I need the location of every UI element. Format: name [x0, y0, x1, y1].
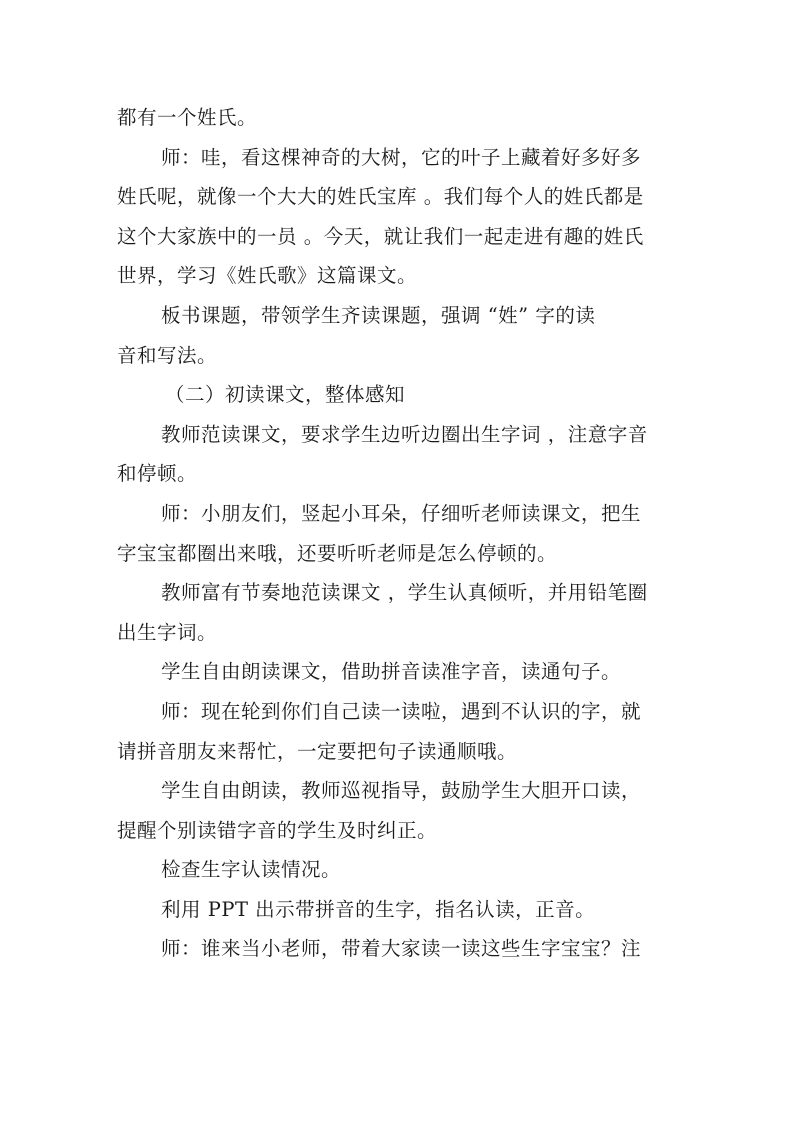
text-line: 学生自由朗读课文，借助拼音读准字音，读通句子。	[161, 660, 622, 684]
document-body	[117, 98, 682, 969]
text-line: 和停顿。	[117, 462, 198, 486]
text-line: 这个大家族中的一员 。今天，就让我们一起走进有趣的姓氏	[117, 224, 644, 248]
text-line: 字宝宝都圈出来哦，还要听听老师是怎么停顿的。	[117, 541, 558, 565]
text-line: 教师富有节奏地范读课文 ，学生认真倾听，并用铅笔圈	[161, 581, 648, 605]
text-line: 教师范读课文，要求学生边听边圈出生字词 ，注意字音	[161, 422, 648, 446]
text-line: 板书课题，带领学生齐读课题，强调 “姓” 字的读	[161, 303, 596, 327]
text-line: 师：小朋友们，竖起小耳朵，仔细听老师读课文，把生	[161, 501, 642, 525]
text-line: 出生字词。	[117, 620, 218, 644]
text-line: 学生自由朗读，教师巡视指导，鼓励学生大胆开口读，	[161, 779, 642, 803]
text-line: 师：现在轮到你们自己读一读啦，遇到不认识的字，就	[161, 699, 642, 723]
text-line: 利用 PPT 出示带拼音的生字，指名认读，正音。	[161, 897, 596, 921]
text-line: 师：哇，看这棵神奇的大树，它的叶子上藏着好多好多	[161, 145, 642, 169]
text-line: 提醒个别读错字音的学生及时纠正。	[117, 818, 438, 842]
section-heading: （二）初读课文，整体感知	[165, 383, 406, 407]
text-line: 请拼音朋友来帮忙，一定要把句子读通顺哦。	[117, 739, 518, 763]
text-line: 都有一个姓氏。	[117, 106, 258, 129]
text-line: 世界，学习《姓氏歌》这篇课文。	[117, 264, 418, 288]
text-line: 检查生字认读情况。	[161, 858, 342, 882]
text-line: 姓氏呢，就像一个大大的姓氏宝库 。我们每个人的姓氏都是	[117, 185, 644, 209]
text-line: 师：谁来当小老师，带着大家读一读这些生字宝宝？注	[161, 937, 642, 961]
text-line: 音和写法。	[117, 343, 218, 367]
